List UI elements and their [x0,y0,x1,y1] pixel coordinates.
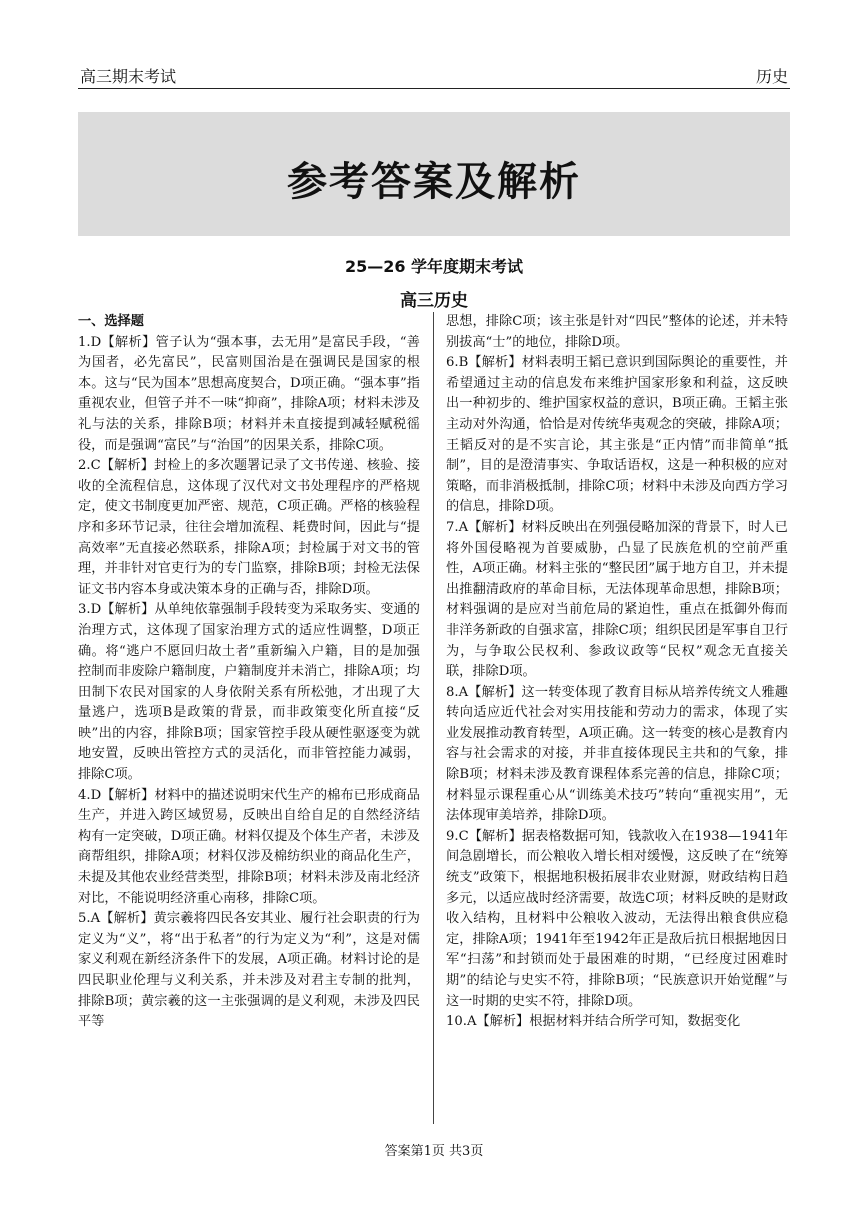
answer-item-1: 1.D【解析】管子认为“强本事，去无用”是富民手段，“善为国者，必先富民”，民富则国治是在强调民是国家的根本。这与“民为国本”思想高度契合，D项正确。“强本事”指重视农业，但管子并不一味“抑商”，排除A项；材料未涉及礼与法的关系，排除B项；材料并未直接提到减轻赋税徭役，而是强调“富民”与“治国”的因果关系，排除C项。 [78,334,420,453]
answer-item-4: 4.D【解析】材料中的描述说明宋代生产的棉布已形成商品生产，并进入跨区域贸易，反映出自给自足的自然经济结构有一定突破，D项正确。材料仅提及个体生产者，未涉及商帮组织，排除A项；材料仅涉及棉纺织业的商品化生产，未提及其他农业经营类型，排除B项；材料未涉及南北经济对比，不能说明经济重心南移，排除C项。 [78,787,420,906]
answer-item-6: 6.B【解析】材料表明王韬已意识到国际舆论的重要性，并希望通过主动的信息发布来维护国家形象和利益，这反映出一种初步的、维护国家权益的意识，B项正确。王韬主张主动对外沟通，恰恰是对传统华夷观念的突破，排除A项；王韬反对的是不实言论，其主张是“正内情”而非简单“抵制”，目的是澄清事实、争取话语权，这是一种积极的应对策略，而非消极抵制，排除C项；材料中未涉及向西方学习的信息，排除D项。 [446,355,788,515]
column-divider [433,312,434,1124]
page-title: 参考答案及解析 [287,158,581,205]
answer-item-3: 3.D【解析】从单纯依靠强制手段转变为采取务实、变通的治理方式，这体现了国家治理方式的适应性调整，D项正确。将“逃户不愿回归故土者”重新编入户籍，目的是加强控制而非废除户籍制度，户籍制度并未消亡，排除A项；均田制下农民对国家的人身依附关系有所松弛，才出现了大量逃户，选项B是政策的背景，而非政策变化所直接“反映”出的内容，排除B项；国家管控手段从硬性驱逐变为就地安置，反映出管控方式的灵活化，而非管控能力减弱，排除C项。 [78,602,420,783]
exam-title: 25—26 学年度期末考试 [344,257,524,276]
answer-item-2: 2.C【解析】封检上的多次题署记录了文书传递、核验、接收的全流程信息，这体现了汉代对文书处理程序的严格规定，使文书制度更加严密、规范，C项正确。严格的核验程序和多环节记录，往往会增加流程、耗费时间，因此与“提高效率”无直接必然联系，排除A项；封检属于对文书的管理，并非针对官吏行为的专门监察，排除B项；封检无法保证文书内容本身或决策本身的正确与否，排除D项。 [78,458,420,597]
left-column [78,312,420,1033]
answer-item-5-cont: 思想，排除C项；该主张是针对“四民”整体的论述，并未特别拔高“士”的地位，排除D项。 [446,314,788,350]
right-column [446,312,788,1033]
answer-item-10: 10.A【解析】根据材料并结合所学可知，数据变化 [446,1014,741,1030]
page-footer: 答案第1页 共3页 [384,1144,484,1159]
section-title: 一、选择题 [78,314,144,329]
title-banner [78,112,790,236]
answer-item-5: 5.A【解析】黄宗羲将四民各安其业、履行社会职责的行为定义为“义”，将“出于私者”的行为定义为“利”，这是对儒家义利观在新经济条件下的发展，A项正确。材料讨论的是四民职业伦理与义利关系，并未涉及对君主专制的批判，排除B项；黄宗羲的这一主张强调的是义利观，未涉及四民平等 [78,911,420,1030]
header-subject: 历史 [755,67,788,86]
answer-item-8: 8.A【解析】这一转变体现了教育目标从培养传统文人雅趣转向适应近代社会对实用技能和劳动力的需求，体现了实业发展推动教育转型，A项正确。这一转变的核心是教育内容与社会需求的对接，并非直接体现民主共和的气象，排除B项；材料未涉及教育课程体系完善的信息，排除C项；材料显示课程重心从“训练美术技巧”转向“重视实用”，无法体现审美培养，排除D项。 [446,684,788,824]
answer-item-7: 7.A【解析】材料反映出在列强侵略加深的背景下，时人已将外国侵略视为首要威胁，凸显了民族危机的空前严重性，A项正确。材料主张的“整民团”属于地方自卫，并未提出推翻清政府的革命目标，无法体现革命思想，排除B项；材料强调的是应对当前危局的紧迫性，重点在抵御外侮而非洋务新政的自强求富，排除C项；组织民团是军事自卫行为，与争取公民权利、参政议政等“民权”观念无直接关联，排除D项。 [446,519,788,680]
page-header [78,62,790,89]
header-exam-name: 高三期末考试 [80,67,177,86]
subject-title: 高三历史 [400,291,468,311]
answer-item-9: 9.C【解析】据表格数据可知，钱款收入在1938—1941年间急剧增长，而公粮收入增长相对缓慢，这反映了在“统筹统支”政策下，根据地积极拓展非农业财源，财政结构日趋多元，以适应战时经济需要，故选C项；材料反映的是财政收入结构，且材料中公粮收入波动，无法得出粮食供应稳定，排除A项；1941年至1942年正是敌后抗日根据地因日军“扫荡”和封锁而处于最困难的时期，“已经度过困难时期”的结论与史实不符，排除B项；“民族意识开始觉醒”与这一时期的史实不符，排除D项。 [446,828,788,1009]
